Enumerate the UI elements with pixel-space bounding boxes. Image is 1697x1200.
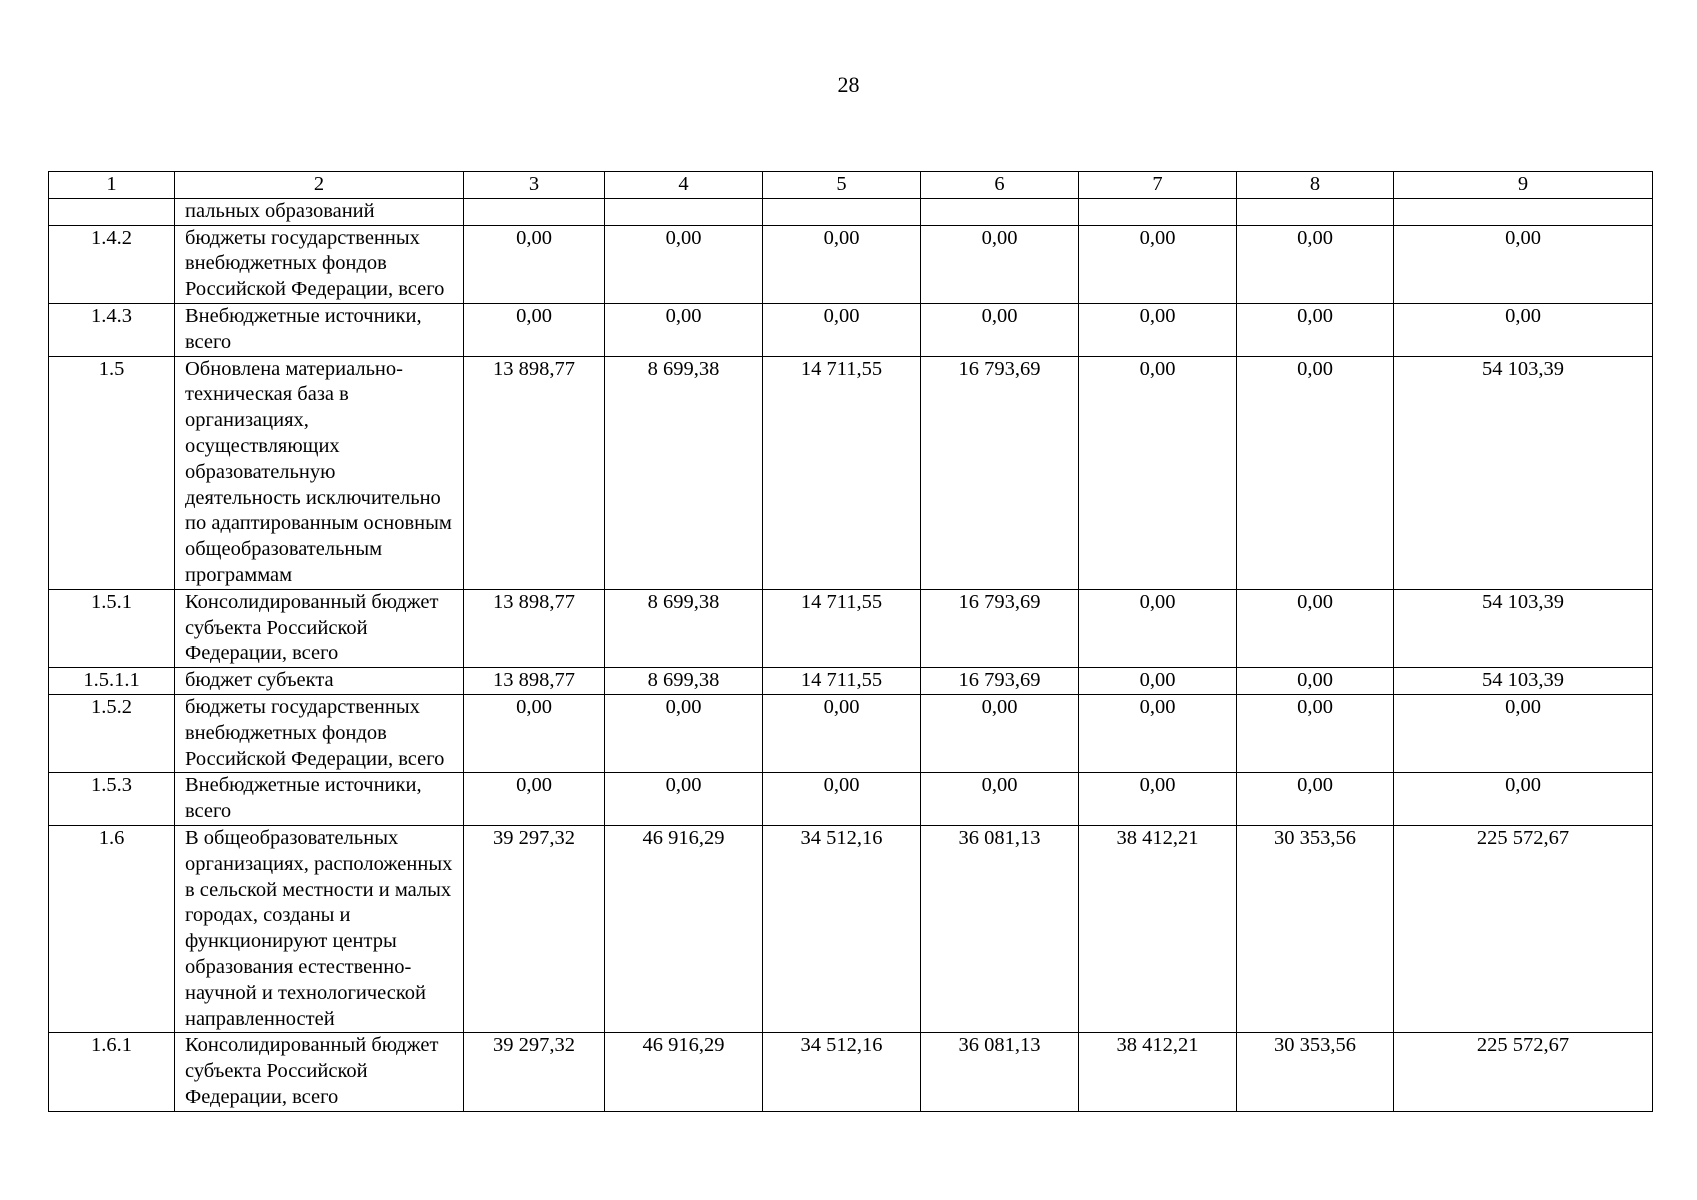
- row-value: 0,00: [1237, 356, 1394, 589]
- row-value: [921, 198, 1079, 225]
- row-code: 1.4.3: [49, 303, 175, 356]
- row-value: 54 103,39: [1394, 356, 1653, 589]
- row-value: 0,00: [921, 694, 1079, 772]
- row-value: 0,00: [464, 303, 605, 356]
- row-value: 0,00: [1079, 773, 1237, 826]
- table-row: [49, 773, 1653, 826]
- row-value: 54 103,39: [1394, 589, 1653, 667]
- table-row: [49, 356, 1653, 589]
- row-value: 16 793,69: [921, 668, 1079, 695]
- table-row: [49, 225, 1653, 303]
- row-value: 14 711,55: [763, 589, 921, 667]
- column-number: 9: [1394, 172, 1653, 199]
- table-row: [49, 303, 1653, 356]
- row-value: 0,00: [763, 303, 921, 356]
- row-value: 0,00: [605, 694, 763, 772]
- row-name: Внебюджетные источники, всего: [175, 303, 464, 356]
- row-value: 0,00: [605, 225, 763, 303]
- row-code: 1.4.2: [49, 225, 175, 303]
- row-value: 0,00: [1237, 589, 1394, 667]
- row-value: [1394, 198, 1653, 225]
- row-name: Обновлена материально-техническая база в организациях, осуществляющих образовательную деятельность исключительно по адаптированным основным общеобразовательным программам: [175, 356, 464, 589]
- table-row: [49, 198, 1653, 225]
- row-code: 1.6.1: [49, 1033, 175, 1111]
- row-code: 1.5.1: [49, 589, 175, 667]
- row-value: 0,00: [763, 225, 921, 303]
- table-row: [49, 825, 1653, 1032]
- row-value: 0,00: [1079, 589, 1237, 667]
- row-value: 225 572,67: [1394, 1033, 1653, 1111]
- row-value: 39 297,32: [464, 825, 605, 1032]
- column-number: 4: [605, 172, 763, 199]
- row-value: [1079, 198, 1237, 225]
- row-value: 0,00: [1237, 668, 1394, 695]
- row-value: 0,00: [1394, 225, 1653, 303]
- row-value: 46 916,29: [605, 1033, 763, 1111]
- row-value: 0,00: [605, 773, 763, 826]
- row-name: В общеобразовательных организациях, расположенных в сельской местности и малых городах, созданы и функционируют центры образования естественно-научной и технологической направленностей: [175, 825, 464, 1032]
- row-value: 34 512,16: [763, 1033, 921, 1111]
- budget-table: [48, 171, 1653, 1112]
- row-value: 13 898,77: [464, 356, 605, 589]
- row-value: 0,00: [1237, 694, 1394, 772]
- page-number: 28: [837, 72, 860, 97]
- row-name: Внебюджетные источники, всего: [175, 773, 464, 826]
- row-name: пальных образований: [175, 198, 464, 225]
- row-value: 13 898,77: [464, 589, 605, 667]
- row-value: 0,00: [1237, 303, 1394, 356]
- row-code: 1.6: [49, 825, 175, 1032]
- row-value: 8 699,38: [605, 589, 763, 667]
- row-value: 38 412,21: [1079, 825, 1237, 1032]
- row-code: 1.5.2: [49, 694, 175, 772]
- row-value: 14 711,55: [763, 356, 921, 589]
- row-name: бюджет субъекта: [175, 668, 464, 695]
- row-code: 1.5: [49, 356, 175, 589]
- table-row: [49, 589, 1653, 667]
- row-value: 0,00: [1079, 225, 1237, 303]
- row-value: 34 512,16: [763, 825, 921, 1032]
- row-name: Консолидированный бюджет субъекта Российской Федерации, всего: [175, 1033, 464, 1111]
- row-value: 54 103,39: [1394, 668, 1653, 695]
- column-number: 5: [763, 172, 921, 199]
- row-value: 30 353,56: [1237, 825, 1394, 1032]
- row-code: 1.5.1.1: [49, 668, 175, 695]
- row-value: [464, 198, 605, 225]
- row-value: 0,00: [921, 225, 1079, 303]
- row-value: 0,00: [763, 694, 921, 772]
- row-value: 36 081,13: [921, 1033, 1079, 1111]
- row-value: 0,00: [1079, 694, 1237, 772]
- row-value: 30 353,56: [1237, 1033, 1394, 1111]
- table-row: [49, 668, 1653, 695]
- table-row: [49, 1033, 1653, 1111]
- row-value: 8 699,38: [605, 668, 763, 695]
- row-value: 0,00: [464, 225, 605, 303]
- row-value: 0,00: [1079, 356, 1237, 589]
- row-value: 0,00: [1394, 773, 1653, 826]
- row-value: 0,00: [1237, 773, 1394, 826]
- column-number: 1: [49, 172, 175, 199]
- row-value: 46 916,29: [605, 825, 763, 1032]
- row-value: 0,00: [1394, 303, 1653, 356]
- row-value: 225 572,67: [1394, 825, 1653, 1032]
- column-number: 3: [464, 172, 605, 199]
- row-value: 39 297,32: [464, 1033, 605, 1111]
- row-value: 0,00: [464, 694, 605, 772]
- row-value: [1237, 198, 1394, 225]
- row-code: [49, 198, 175, 225]
- column-number: 7: [1079, 172, 1237, 199]
- row-value: 0,00: [1394, 694, 1653, 772]
- row-value: 0,00: [921, 303, 1079, 356]
- row-value: 8 699,38: [605, 356, 763, 589]
- row-name: Консолидированный бюджет субъекта Российской Федерации, всего: [175, 589, 464, 667]
- row-value: 0,00: [921, 773, 1079, 826]
- row-name: бюджеты государственных внебюджетных фондов Российской Федерации, всего: [175, 694, 464, 772]
- row-value: [605, 198, 763, 225]
- table-row: [49, 694, 1653, 772]
- row-value: [763, 198, 921, 225]
- row-value: 0,00: [605, 303, 763, 356]
- column-number: 2: [175, 172, 464, 199]
- row-value: 14 711,55: [763, 668, 921, 695]
- column-numbers-row: [49, 172, 1653, 199]
- row-value: 0,00: [1079, 668, 1237, 695]
- row-value: 38 412,21: [1079, 1033, 1237, 1111]
- row-code: 1.5.3: [49, 773, 175, 826]
- column-number: 6: [921, 172, 1079, 199]
- row-value: 0,00: [1237, 225, 1394, 303]
- table-body: [49, 172, 1653, 1112]
- row-value: 0,00: [1079, 303, 1237, 356]
- row-name: бюджеты государственных внебюджетных фондов Российской Федерации, всего: [175, 225, 464, 303]
- row-value: 13 898,77: [464, 668, 605, 695]
- column-number: 8: [1237, 172, 1394, 199]
- row-value: 0,00: [464, 773, 605, 826]
- row-value: 36 081,13: [921, 825, 1079, 1032]
- row-value: 0,00: [763, 773, 921, 826]
- row-value: 16 793,69: [921, 589, 1079, 667]
- row-value: 16 793,69: [921, 356, 1079, 589]
